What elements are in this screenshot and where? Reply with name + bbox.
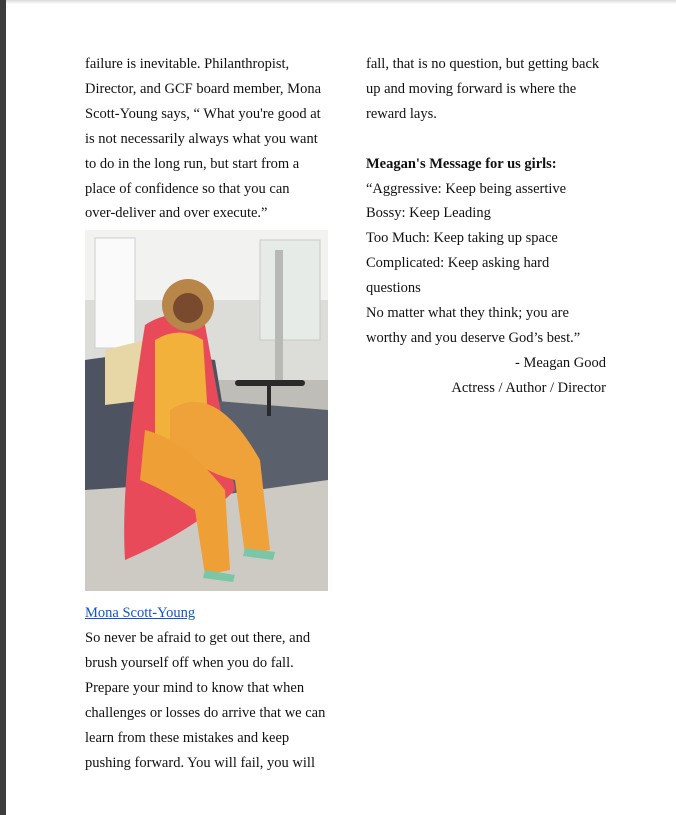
text-line: Prepare your mind to know that when: [85, 680, 305, 697]
page-top-shadow: [6, 0, 676, 4]
text-line: learn from these mistakes and keep: [85, 729, 290, 746]
window-edge: [0, 0, 6, 815]
text-line: brush yourself off when you do fall.: [85, 655, 294, 672]
signature-role: Actress / Author / Director: [451, 379, 606, 396]
paragraph-spacer: [366, 127, 616, 152]
text-line: is not necessarily always what you want: [85, 130, 318, 147]
text-line: pushing forward. You will fail, you will: [85, 754, 315, 771]
message-line: worthy and you deserve God’s best.”: [366, 329, 581, 346]
message-heading: Meagan's Message for us girls:: [366, 155, 557, 172]
text-line: fall, that is no question, but getting back: [366, 56, 600, 72]
message-line: questions: [366, 280, 421, 297]
right-column: [366, 52, 616, 401]
message-line: Complicated: Keep asking hard: [366, 255, 550, 272]
message-line: Bossy: Keep Leading: [366, 205, 491, 222]
portrait-photo: [85, 230, 328, 591]
text-line: failure is inevitable. Philanthropist,: [85, 56, 290, 72]
text-line: up and moving forward is where the: [366, 80, 577, 97]
left-column: [85, 52, 335, 776]
text-line: over-deliver and over execute.”: [85, 205, 268, 222]
text-line: So never be afraid to get out there, and: [85, 630, 311, 647]
text-line: Director, and GCF board member, Mona: [85, 80, 322, 97]
text-line: place of confidence so that you can: [85, 180, 290, 197]
text-line: to do in the long run, but start from a: [85, 155, 300, 172]
message-line: “Aggressive: Keep being assertive: [366, 180, 567, 197]
message-line: No matter what they think; you are: [366, 305, 569, 322]
signature: - Meagan Good: [514, 354, 606, 371]
text-line: Scott-Young says, “ What you're good at: [85, 105, 321, 122]
photo-caption-link[interactable]: Mona Scott-Young: [85, 605, 196, 622]
text-line: challenges or losses do arrive that we can: [85, 704, 326, 721]
message-line: Too Much: Keep taking up space: [366, 230, 558, 247]
text-line: reward lays.: [366, 105, 437, 122]
